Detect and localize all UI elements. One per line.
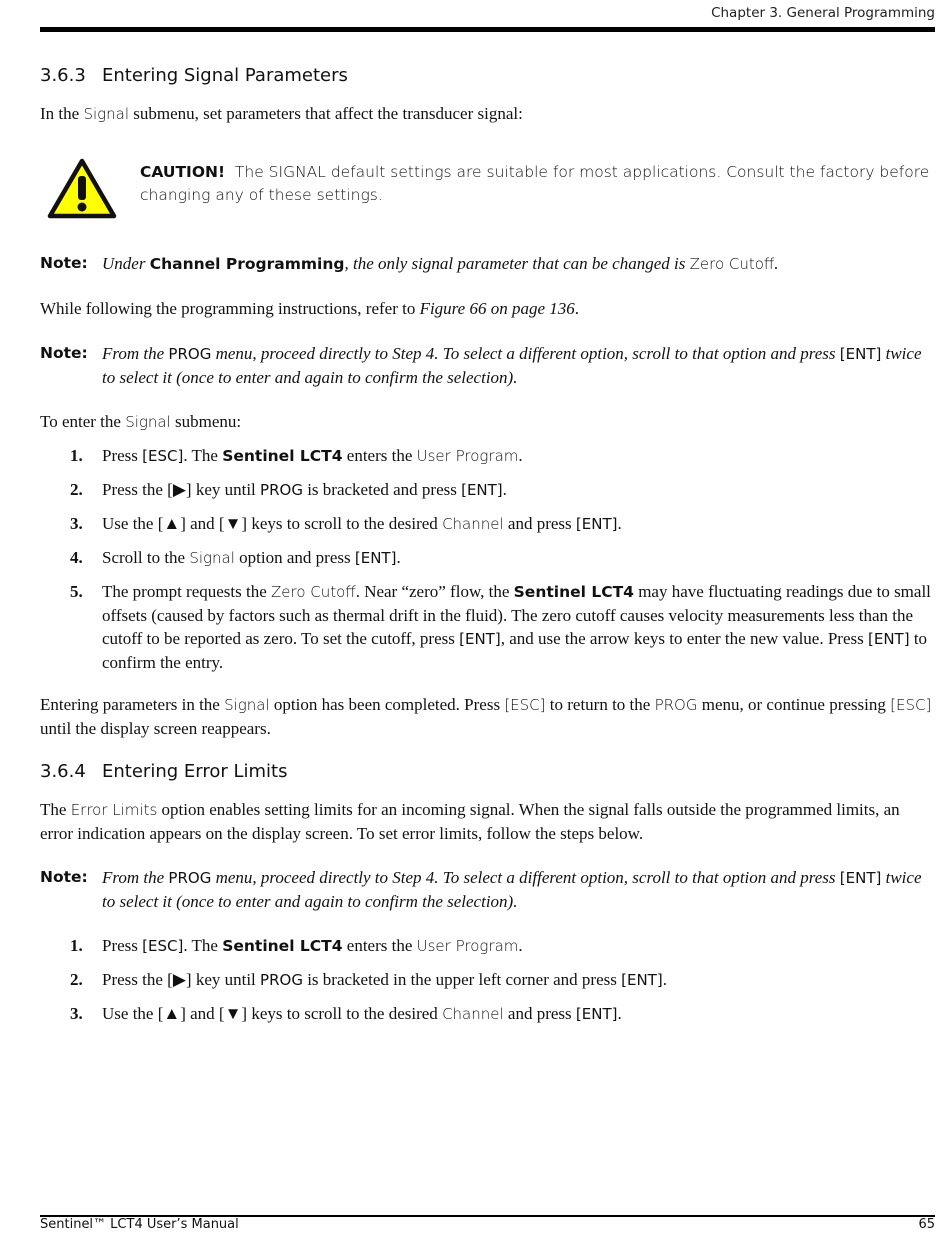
caution-label: CAUTION! bbox=[140, 163, 226, 181]
signal-intro: In the Signal submenu, set parameters that affect the transducer signal: bbox=[40, 104, 523, 123]
step-item: 1. Press [ESC]. The Sentinel LCT4 enters the User Program. bbox=[70, 446, 523, 465]
warning-triangle-icon bbox=[47, 158, 117, 220]
section-title: Entering Signal Parameters bbox=[102, 65, 348, 86]
right-arrow-icon: ▶ bbox=[172, 970, 186, 989]
enter-submenu-intro: To enter the Signal submenu: bbox=[40, 412, 242, 431]
chapter-header: Chapter 3. General Programming bbox=[711, 5, 935, 21]
down-arrow-icon: ▼ bbox=[224, 1004, 242, 1023]
step-item: 1. Press [ESC]. The Sentinel LCT4 enters the User Program. bbox=[70, 936, 523, 955]
note-channel-programming: Note: Under Channel Programming, the only signal parameter that can be changed is Zero Cutoff. bbox=[40, 254, 779, 273]
up-arrow-icon: ▲ bbox=[163, 1004, 181, 1023]
step-item: 4. Scroll to the Signal option and press [ENT]. bbox=[70, 548, 401, 567]
caution-message bbox=[140, 161, 932, 207]
caution-text: The SIGNAL default settings are suitable for most applications. Consult the factory before changing any of these settings. bbox=[140, 163, 930, 204]
step-item: 2. Press the [▶] key until PROG is bracketed in the upper left corner and press [ENT]. bbox=[70, 970, 667, 989]
section-heading-3-6-4 bbox=[40, 761, 287, 782]
section-title: Entering Error Limits bbox=[102, 761, 288, 782]
right-arrow-icon: ▶ bbox=[172, 480, 186, 499]
header-rule bbox=[40, 27, 935, 32]
figure-link[interactable]: Figure 66 on page 136 bbox=[419, 299, 575, 318]
step-item: 3. Use the [▲] and [▼] keys to scroll to the desired Channel and press [ENT]. bbox=[70, 1004, 622, 1023]
signal-complete-text: Entering parameters in the Signal option has been completed. Press [ESC] to return to the PROG menu, or continue pressing [ESC] until the display screen reappears. bbox=[40, 695, 932, 738]
section-heading-3-6-3 bbox=[40, 65, 348, 86]
note-label: Note: bbox=[40, 868, 88, 886]
section-number: 3.6.3 bbox=[40, 65, 86, 86]
note-label: Note: bbox=[40, 344, 88, 362]
section-number: 3.6.4 bbox=[40, 761, 86, 782]
up-arrow-icon: ▲ bbox=[163, 514, 181, 533]
note-prog-menu: Note: From the PROG menu, proceed directly to Step 4. To select a different option, scroll to that option and press [ENT] twice to select it (once to enter and again to confirm the selection). bbox=[40, 344, 922, 387]
step-item: 3. Use the [▲] and [▼] keys to scroll to the desired Channel and press [ENT]. bbox=[70, 514, 622, 533]
step-item: 2. Press the [▶] key until PROG is bracketed and press [ENT]. bbox=[70, 480, 507, 499]
figure-reference: While following the programming instructions, refer to Figure 66 on page 136. bbox=[40, 299, 580, 318]
footer-manual-title: Sentinel™ LCT4 User’s Manual bbox=[40, 1217, 239, 1232]
step-item: 5. The prompt requests the Zero Cutoff. Near “zero” flow, the Sentinel LCT4 may have fluctuating readings due to small offsets (caused by factors such as thermal drift in the fluid). The zero cutoff causes velocity measurements less than the cutoff to be reported as zero. To set the cutoff, press [ENT], and use the arrow keys to enter the new value. Press [ENT] to confirm the entry. bbox=[70, 582, 931, 672]
note-prog-menu: Note: From the PROG menu, proceed directly to Step 4. To select a different option, scroll to that option and press [ENT] twice to select it (once to enter and again to confirm the selection). bbox=[40, 868, 922, 911]
note-label: Note: bbox=[40, 254, 88, 272]
error-limits-intro: The Error Limits option enables setting limits for an incoming signal. When the signal falls outside the programmed limits, an error indication appears on the display screen. To set error limits, follow the steps below. bbox=[40, 800, 900, 843]
page-number: 65 bbox=[918, 1217, 935, 1232]
down-arrow-icon: ▼ bbox=[224, 514, 242, 533]
